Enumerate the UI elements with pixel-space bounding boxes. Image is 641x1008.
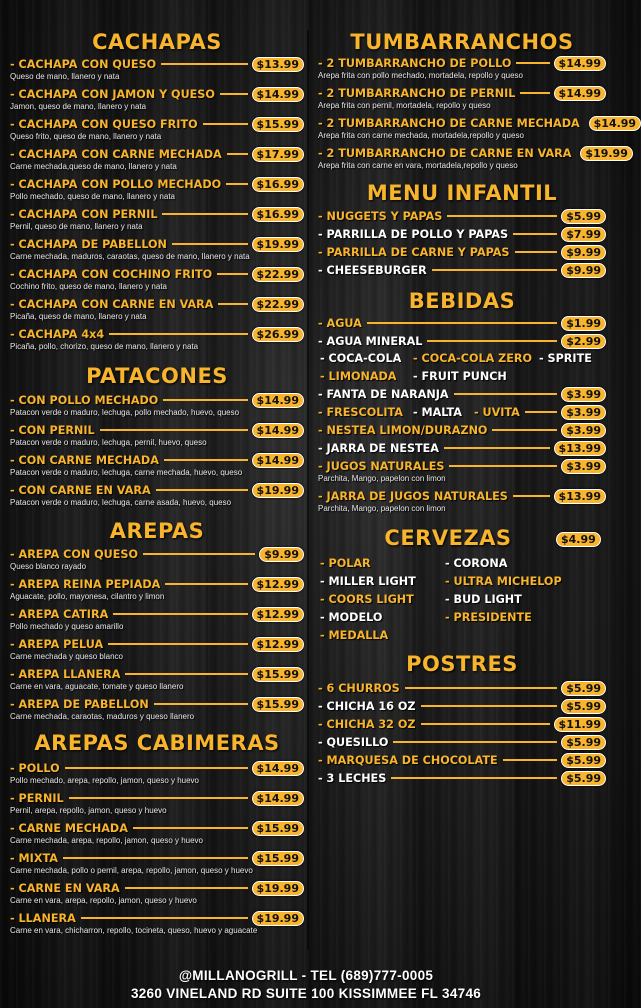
item-name: - POLLO <box>10 761 60 775</box>
leader-line <box>113 613 247 615</box>
menu-item <box>10 851 304 875</box>
item-name: - PERNIL <box>10 791 64 805</box>
item-name: - CARNE MECHADA <box>10 821 128 835</box>
bebidas-title: BEBIDAS <box>408 289 516 313</box>
item-description: Jamon, queso de mano, llanero y nata <box>10 102 147 111</box>
leader-line <box>444 447 550 449</box>
patacones-title: PATACONES <box>86 364 228 388</box>
footer-contact: @MILLANOGRILL - TEL (689)777-0005 <box>178 968 434 983</box>
leader-line <box>220 93 248 95</box>
price-tag: $15.99 <box>252 851 304 866</box>
price-tag: $16.99 <box>252 177 304 192</box>
beer-item: - MODELO <box>320 611 383 624</box>
price-tag: $12.99 <box>252 607 304 622</box>
menu-item <box>318 334 606 348</box>
item-description: Pollo mechado, queso de mano, llanero y nata <box>10 192 175 201</box>
leader-line <box>133 827 248 829</box>
item-name: - CHEESEBURGER <box>318 263 427 277</box>
column-divider <box>307 30 309 950</box>
item-name: - MALTA <box>412 405 462 419</box>
item-description: Aguacate, pollo, mayonesa, cilantro y limon <box>10 592 165 601</box>
menu-item <box>10 637 304 661</box>
item-description: Picaña, pollo, chorizo, queso de mano, llanero y nata <box>10 342 199 351</box>
leader-line <box>165 583 247 585</box>
menu-item <box>10 327 304 351</box>
item-description: Carne mechada,queso de mano, llanero y nata <box>10 162 177 171</box>
price-tag: $14.99 <box>252 761 304 776</box>
item-name: - COCA-COLA <box>320 352 402 365</box>
item-description: Carne mechada, pollo o pernil, arepa, repollo, jamon, queso y huevo <box>10 866 253 875</box>
price-tag: $2.99 <box>561 334 606 349</box>
item-name: - AREPA DE PABELLON <box>10 697 149 711</box>
price-tag: $3.99 <box>561 387 606 402</box>
menu-item <box>10 87 304 111</box>
item-name: - CACHAPA CON CARNE MECHADA <box>10 147 222 161</box>
item-description: Carne mechada, caraotas, maduros y queso llanero <box>10 712 195 721</box>
leader-line <box>513 233 557 235</box>
menu-item <box>318 263 606 277</box>
item-name: - PARRILLA DE POLLO Y PAPAS <box>318 227 509 241</box>
price-tag: $3.99 <box>561 459 606 474</box>
price-tag: $22.99 <box>252 267 304 282</box>
item-name: - UVITA <box>473 405 520 419</box>
item-description: Queso blanco rayado <box>10 562 87 571</box>
item-description: Pollo mechado, arepa, repollo, jamon, queso y huevo <box>10 776 200 785</box>
item-name: - NESTEA LIMON/DURAZNO <box>318 423 488 437</box>
tumbarranchos-title: TUMBARRANCHOS <box>350 30 574 54</box>
item-name: - CHICHA 16 OZ <box>318 699 416 713</box>
leader-line <box>143 553 255 555</box>
item-description: Arepa frita con carne en vara, mortadela,repollo y queso <box>318 161 518 170</box>
leader-line <box>391 777 557 779</box>
arepas-title: AREPAS <box>109 519 205 543</box>
menu-item <box>10 697 304 721</box>
leader-line <box>69 797 248 799</box>
item-name: - CACHAPA CON QUESO FRITO <box>10 117 198 131</box>
item-name: - JUGOS NATURALES <box>318 459 445 473</box>
item-name: - 2 TUMBARRANCHO DE CARNE EN VARA <box>318 146 572 160</box>
menu-item <box>318 56 606 80</box>
price-tag: $15.99 <box>252 697 304 712</box>
item-name: - JARRA DE NESTEA <box>318 441 439 455</box>
item-name: - LIMONADA <box>320 370 397 383</box>
leader-line <box>525 411 557 413</box>
beer-item: - MEDALLA <box>320 629 389 642</box>
menu-item <box>318 405 606 419</box>
item-name: - CACHAPA CON POLLO MECHADO <box>10 177 222 191</box>
item-name: - AREPA REINA PEPIADA <box>10 577 161 591</box>
beer-item: - ULTRA MICHELOP <box>445 575 562 588</box>
price-tag: $14.99 <box>554 56 606 71</box>
leader-line <box>109 333 247 335</box>
leader-line <box>154 703 248 705</box>
item-name: - CON PERNIL <box>10 423 95 437</box>
leader-line <box>100 429 248 431</box>
leader-line <box>432 269 557 271</box>
price-tag: $9.99 <box>259 547 304 562</box>
leader-line <box>447 215 557 217</box>
menu-item <box>318 735 606 749</box>
price-tag: $19.99 <box>252 911 304 926</box>
beer-item: - MILLER LIGHT <box>320 575 416 588</box>
price-tag: $5.99 <box>561 209 606 224</box>
leader-line <box>492 429 557 431</box>
beer-item: - POLAR <box>320 557 371 570</box>
leader-line <box>161 63 247 65</box>
item-name: - AREPA CATIRA <box>10 607 109 621</box>
item-description: Queso frito, queso de mano, llanero y nata <box>10 132 162 141</box>
price-tag: $5.99 <box>561 699 606 714</box>
leader-line <box>421 723 550 725</box>
beer-item: - CORONA <box>445 557 508 570</box>
item-name: - AGUA MINERAL <box>318 334 423 348</box>
item-name: - AREPA PELUA <box>10 637 104 651</box>
price-tag: $1.99 <box>561 316 606 331</box>
menu-item <box>10 761 304 785</box>
item-description: Carne en vara, aguacate, tomate y queso llanero <box>10 682 184 691</box>
item-description: Parchita, Mango, papelon con limon <box>318 474 446 483</box>
item-description: Patacon verde o maduro, lechuga, pollo mechado, huevo, queso <box>10 408 240 417</box>
item-name: - 6 CHURROS <box>318 681 400 695</box>
item-description: Arepa frita con pollo mechado, mortadela, repollo y queso <box>318 71 524 80</box>
menu-item <box>10 821 304 845</box>
leader-line <box>503 759 558 761</box>
leader-line <box>217 273 247 275</box>
price-tag: $12.99 <box>252 637 304 652</box>
menu-item <box>318 316 606 330</box>
leader-line <box>125 673 247 675</box>
item-name: - PARRILLA DE CARNE Y PAPAS <box>318 245 510 259</box>
price-tag: $14.99 <box>554 86 606 101</box>
menu-item <box>10 147 304 171</box>
price-tag: $12.99 <box>252 577 304 592</box>
leader-line <box>367 322 557 324</box>
item-name: - FRESCOLITA <box>318 405 403 419</box>
item-name: - MIXTA <box>10 851 58 865</box>
item-name: - CON CARNE MECHADA <box>10 453 159 467</box>
beer-item: - PRESIDENTE <box>445 611 532 624</box>
item-name: - NUGGETS Y PAPAS <box>318 209 443 223</box>
price-tag: $16.99 <box>252 207 304 222</box>
item-name: - LLANERA <box>10 911 76 925</box>
item-name: - FANTA DE NARANJA <box>318 387 449 401</box>
menu-item <box>10 297 304 321</box>
beer-item: - BUD LIGHT <box>445 593 522 606</box>
price-tag: $14.99 <box>589 116 641 131</box>
menu-item <box>10 483 304 507</box>
price-tag: $7.99 <box>561 227 606 242</box>
menu-item <box>10 607 304 631</box>
menu-item <box>10 267 304 291</box>
menu-item <box>318 423 606 437</box>
item-name: - AREPA CON QUESO <box>10 547 138 561</box>
price-tag: $19.99 <box>252 237 304 252</box>
item-name: - 3 LECHES <box>318 771 387 785</box>
menu-item <box>318 771 606 785</box>
item-name: - CON POLLO MECHADO <box>10 393 159 407</box>
item-name: - QUESILLO <box>318 735 389 749</box>
leader-line <box>520 92 549 94</box>
leader-line <box>81 917 248 919</box>
price-tag: $19.99 <box>580 146 632 161</box>
item-name: - CACHAPA CON PERNIL <box>10 207 158 221</box>
leader-line <box>172 243 248 245</box>
item-description: Pernil, queso de mano, llanero y nata <box>10 222 143 231</box>
menu-item <box>318 459 606 483</box>
item-name: - CARNE EN VARA <box>10 881 120 895</box>
menu-item <box>318 387 606 401</box>
item-description: Carne mechada, arepa, repollo, jamon, queso y huevo <box>10 836 204 845</box>
leader-line <box>65 767 248 769</box>
item-name: - CACHAPA CON COCHINO FRITO <box>10 267 213 281</box>
leader-line <box>421 705 558 707</box>
item-name: - CACHAPA CON JAMON Y QUESO <box>10 87 215 101</box>
item-name: - 2 TUMBARRANCHO DE PERNIL <box>318 86 516 100</box>
leader-line <box>427 340 557 342</box>
cabimeras-title: AREPAS CABIMERAS <box>34 731 280 755</box>
item-description: Carne en vara, arepa, repollo, jamon, queso y huevo <box>10 896 197 905</box>
price-tag: $9.99 <box>561 263 606 278</box>
beer-item: - COORS LIGHT <box>320 593 414 606</box>
item-description: Cochino frito, queso de mano, llanero y nata <box>10 282 167 291</box>
price-tag: $15.99 <box>252 821 304 836</box>
postres-title: POSTRES <box>406 652 518 676</box>
leader-line <box>156 489 248 491</box>
leader-line <box>125 887 248 889</box>
menu-item <box>10 667 304 691</box>
item-name: - CACHAPA CON QUESO <box>10 57 157 71</box>
price-tag: $5.99 <box>561 681 606 696</box>
menu-item <box>318 116 637 140</box>
price-tag: $14.99 <box>252 423 304 438</box>
item-name: - CACHAPA 4x4 <box>10 327 105 341</box>
menu-item <box>10 237 304 261</box>
price-tag: $15.99 <box>252 117 304 132</box>
item-description: Arepa frita con pernil, mortadela, repollo y queso <box>318 101 491 110</box>
item-description: Pollo mechado y queso amarillo <box>10 622 124 631</box>
price-tag: $17.99 <box>252 147 304 162</box>
leader-line <box>405 687 558 689</box>
menu-item <box>318 489 606 513</box>
item-name: - CHICHA 32 OZ <box>318 717 416 731</box>
menu-item <box>318 699 606 713</box>
price-tag: $14.99 <box>252 453 304 468</box>
item-description: Picaña, queso de mano, llanero y nata <box>10 312 147 321</box>
menu-item <box>318 209 606 223</box>
menu-item <box>10 547 304 571</box>
leader-line <box>393 741 557 743</box>
item-name: - CACHAPA DE PABELLON <box>10 237 167 251</box>
item-name: - AGUA <box>318 316 362 330</box>
leader-line <box>162 213 247 215</box>
item-name: - AREPA LLANERA <box>10 667 121 681</box>
leader-line <box>164 459 248 461</box>
item-description: Arepa frita con carne mechada, mortadela,repollo y queso <box>318 131 524 140</box>
menu-item <box>10 881 304 905</box>
leader-line <box>63 857 248 859</box>
menu-item <box>318 245 606 259</box>
price-tag: $5.99 <box>561 735 606 750</box>
leader-line <box>203 123 248 125</box>
price-tag: $13.99 <box>554 441 606 456</box>
item-name: - JARRA DE JUGOS NATURALES <box>318 489 508 503</box>
menu-item <box>318 146 628 170</box>
item-description: Carne mechada y queso blanco <box>10 652 123 661</box>
item-description: Patacon verde o maduro, lechuga, carne asada, huevo, queso <box>10 498 232 507</box>
price-tag: $11.99 <box>554 717 606 732</box>
price-tag: $19.99 <box>252 881 304 896</box>
price-tag: $13.99 <box>554 489 606 504</box>
item-name: - 2 TUMBARRANCHO DE POLLO <box>318 56 512 70</box>
menu-item <box>10 207 304 231</box>
menu-item <box>10 57 304 81</box>
item-name: - COCA-COLA ZERO <box>413 352 533 365</box>
item-name: - MARQUESA DE CHOCOLATE <box>318 753 498 767</box>
leader-line <box>218 303 247 305</box>
menu-item <box>10 577 304 601</box>
cachapas-title: CACHAPAS <box>92 30 222 54</box>
price-tag: $26.99 <box>252 327 304 342</box>
cervezas-title: CERVEZAS <box>384 526 512 550</box>
leader-line <box>513 495 550 497</box>
price-tag: $3.99 <box>561 405 606 420</box>
menu-item <box>10 453 304 477</box>
item-description: Parchita, Mango, papelon con limon <box>318 504 446 513</box>
item-description: Carne en vara, chicharron, repollo, tocineta, queso, huevo y aguacate <box>10 926 258 935</box>
footer-address: 3260 VINELAND RD SUITE 100 KISSIMMEE FL 34746 <box>130 986 482 1001</box>
price-tag: $14.99 <box>252 87 304 102</box>
leader-line <box>163 399 247 401</box>
price-tag: $4.99 <box>556 532 601 547</box>
infantil-title: MENU INFANTIL <box>366 181 558 205</box>
menu-item <box>10 791 304 815</box>
leader-line <box>226 183 247 185</box>
item-description: Carne mechada, maduros, caraotas, queso de mano, llanero y nata <box>10 252 250 261</box>
leader-line <box>227 153 248 155</box>
menu-item <box>318 227 606 241</box>
leader-line <box>515 251 558 253</box>
price-tag: $5.99 <box>561 753 606 768</box>
item-name: - CON CARNE EN VARA <box>10 483 151 497</box>
price-tag: $15.99 <box>252 667 304 682</box>
item-description: Patacon verde o maduro, lechuga, pernil, huevo, queso <box>10 438 207 447</box>
item-name: - SPRITE <box>539 352 592 365</box>
item-description: Pernil, arepa, repollo, jamon, queso y huevo <box>10 806 167 815</box>
price-tag: $9.99 <box>561 245 606 260</box>
price-tag: $22.99 <box>252 297 304 312</box>
leader-line <box>449 465 557 467</box>
price-tag: $19.99 <box>252 483 304 498</box>
item-description: Queso de mano, llanero y nata <box>10 72 120 81</box>
item-name: - CACHAPA CON CARNE EN VARA <box>10 297 214 311</box>
leader-line <box>454 393 558 395</box>
menu-item <box>318 717 606 731</box>
item-name: - FRUIT PUNCH <box>413 370 507 383</box>
price-tag: $14.99 <box>252 791 304 806</box>
menu-item <box>318 681 606 695</box>
price-tag: $13.99 <box>252 57 304 72</box>
price-tag: $5.99 <box>561 771 606 786</box>
menu-item <box>10 117 304 141</box>
price-tag: $14.99 <box>252 393 304 408</box>
menu-item <box>10 911 304 935</box>
item-name: - 2 TUMBARRANCHO DE CARNE MECHADA <box>318 116 580 130</box>
menu-item <box>318 441 606 455</box>
menu-item <box>10 393 304 417</box>
item-description: Patacon verde o maduro, lechuga, carne mechada, huevo, queso <box>10 468 243 477</box>
leader-line <box>516 62 549 64</box>
price-tag: $3.99 <box>561 423 606 438</box>
menu-item <box>10 423 304 447</box>
menu-item <box>10 177 304 201</box>
leader-line <box>108 643 247 645</box>
menu-item <box>318 86 606 110</box>
menu-item <box>318 753 606 767</box>
